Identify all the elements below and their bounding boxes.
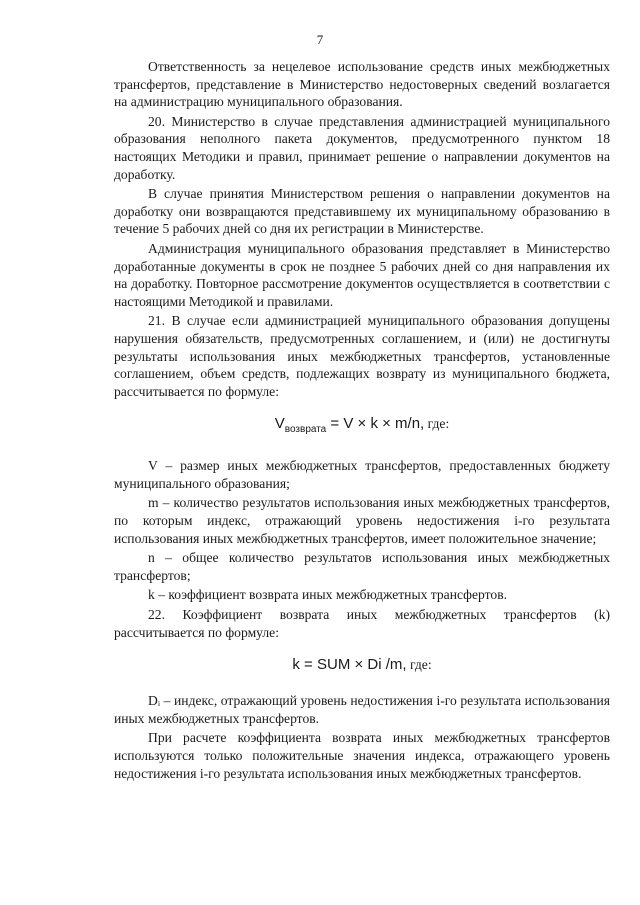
formula-suffix: где: — [424, 416, 450, 432]
formula-refund-volume — [114, 414, 610, 440]
paragraph: m – количество результатов использования иных межбюджетных трансфертов, по которым индекс, отражающий уровень недостижения i-го результата использования иных межбюджетных трансфертов, имеет положительное значение; — [114, 495, 610, 546]
page-number: 7 — [316, 32, 324, 47]
paragraph: При расчете коэффициента возврата иных межбюджетных трансфертов используются только положительные значения индекса, отражающего уровень недостижения i-го результата использования иных межбюджетных трансфертов. — [114, 730, 610, 781]
paragraph: Администрация муниципального образования представляет в Министерство доработанные документы в срок не позднее 5 рабочих дней со дня направления их на доработку. Повторное рассмотрение документов осуществляется в соответствии с настоящими Методикой и правилами. — [114, 240, 610, 309]
paragraph: Dᵢ – индекс, отражающий уровень недостижения i-го результата использования иных межбюджетных трансфертов. — [114, 693, 610, 726]
document-body — [114, 58, 610, 784]
formula-subscript: возврата — [284, 424, 327, 436]
paragraph: Ответственность за нецелевое использование средств иных межбюджетных трансфертов, представление в Министерство недостоверных сведений возлагается на администрацию муниципального образования. — [114, 59, 610, 110]
paragraph: k – коэффициент возврата иных межбюджетных трансфертов. — [148, 587, 508, 603]
formula-refund-coefficient — [114, 655, 610, 675]
formula-expression: k = SUM × Di /m, — [292, 656, 407, 674]
paragraph: V – размер иных межбюджетных трансфертов, предоставленных бюджету муниципального образования; — [114, 458, 610, 491]
paragraph: 20. Министерство в случае представления администрацией муниципального образования неполного пакета документов, предусмотренного пунктом 18 настоящих Методики и правил, принимает решение о направлении документов на доработку. — [114, 113, 610, 182]
formula-base: V — [274, 415, 285, 433]
formula-expression: = V × k × m/n, — [326, 415, 425, 433]
paragraph: n – общее количество результатов использования иных межбюджетных трансфертов; — [114, 550, 610, 583]
paragraph: В случае принятия Министерством решения о направлении документов на доработку они возвращаются представившему их муниципальному образованию в течение 5 рабочих дней со дня их регистрации в Министерстве. — [114, 186, 610, 237]
paragraph: 21. В случае если администрацией муниципального образования допущены нарушения обязательств, предусмотренных соглашением, и (или) не достигнуты результаты использования иных межбюджетных трансфертов, установленные соглашением, объем средств, подлежащих возврату из муниципального бюджета, рассчитывается по формуле: — [114, 313, 610, 399]
formula-suffix: где: — [406, 657, 432, 673]
paragraph: 22. Коэффициент возврата иных межбюджетных трансфертов (k) рассчитывается по формуле: — [114, 607, 610, 640]
